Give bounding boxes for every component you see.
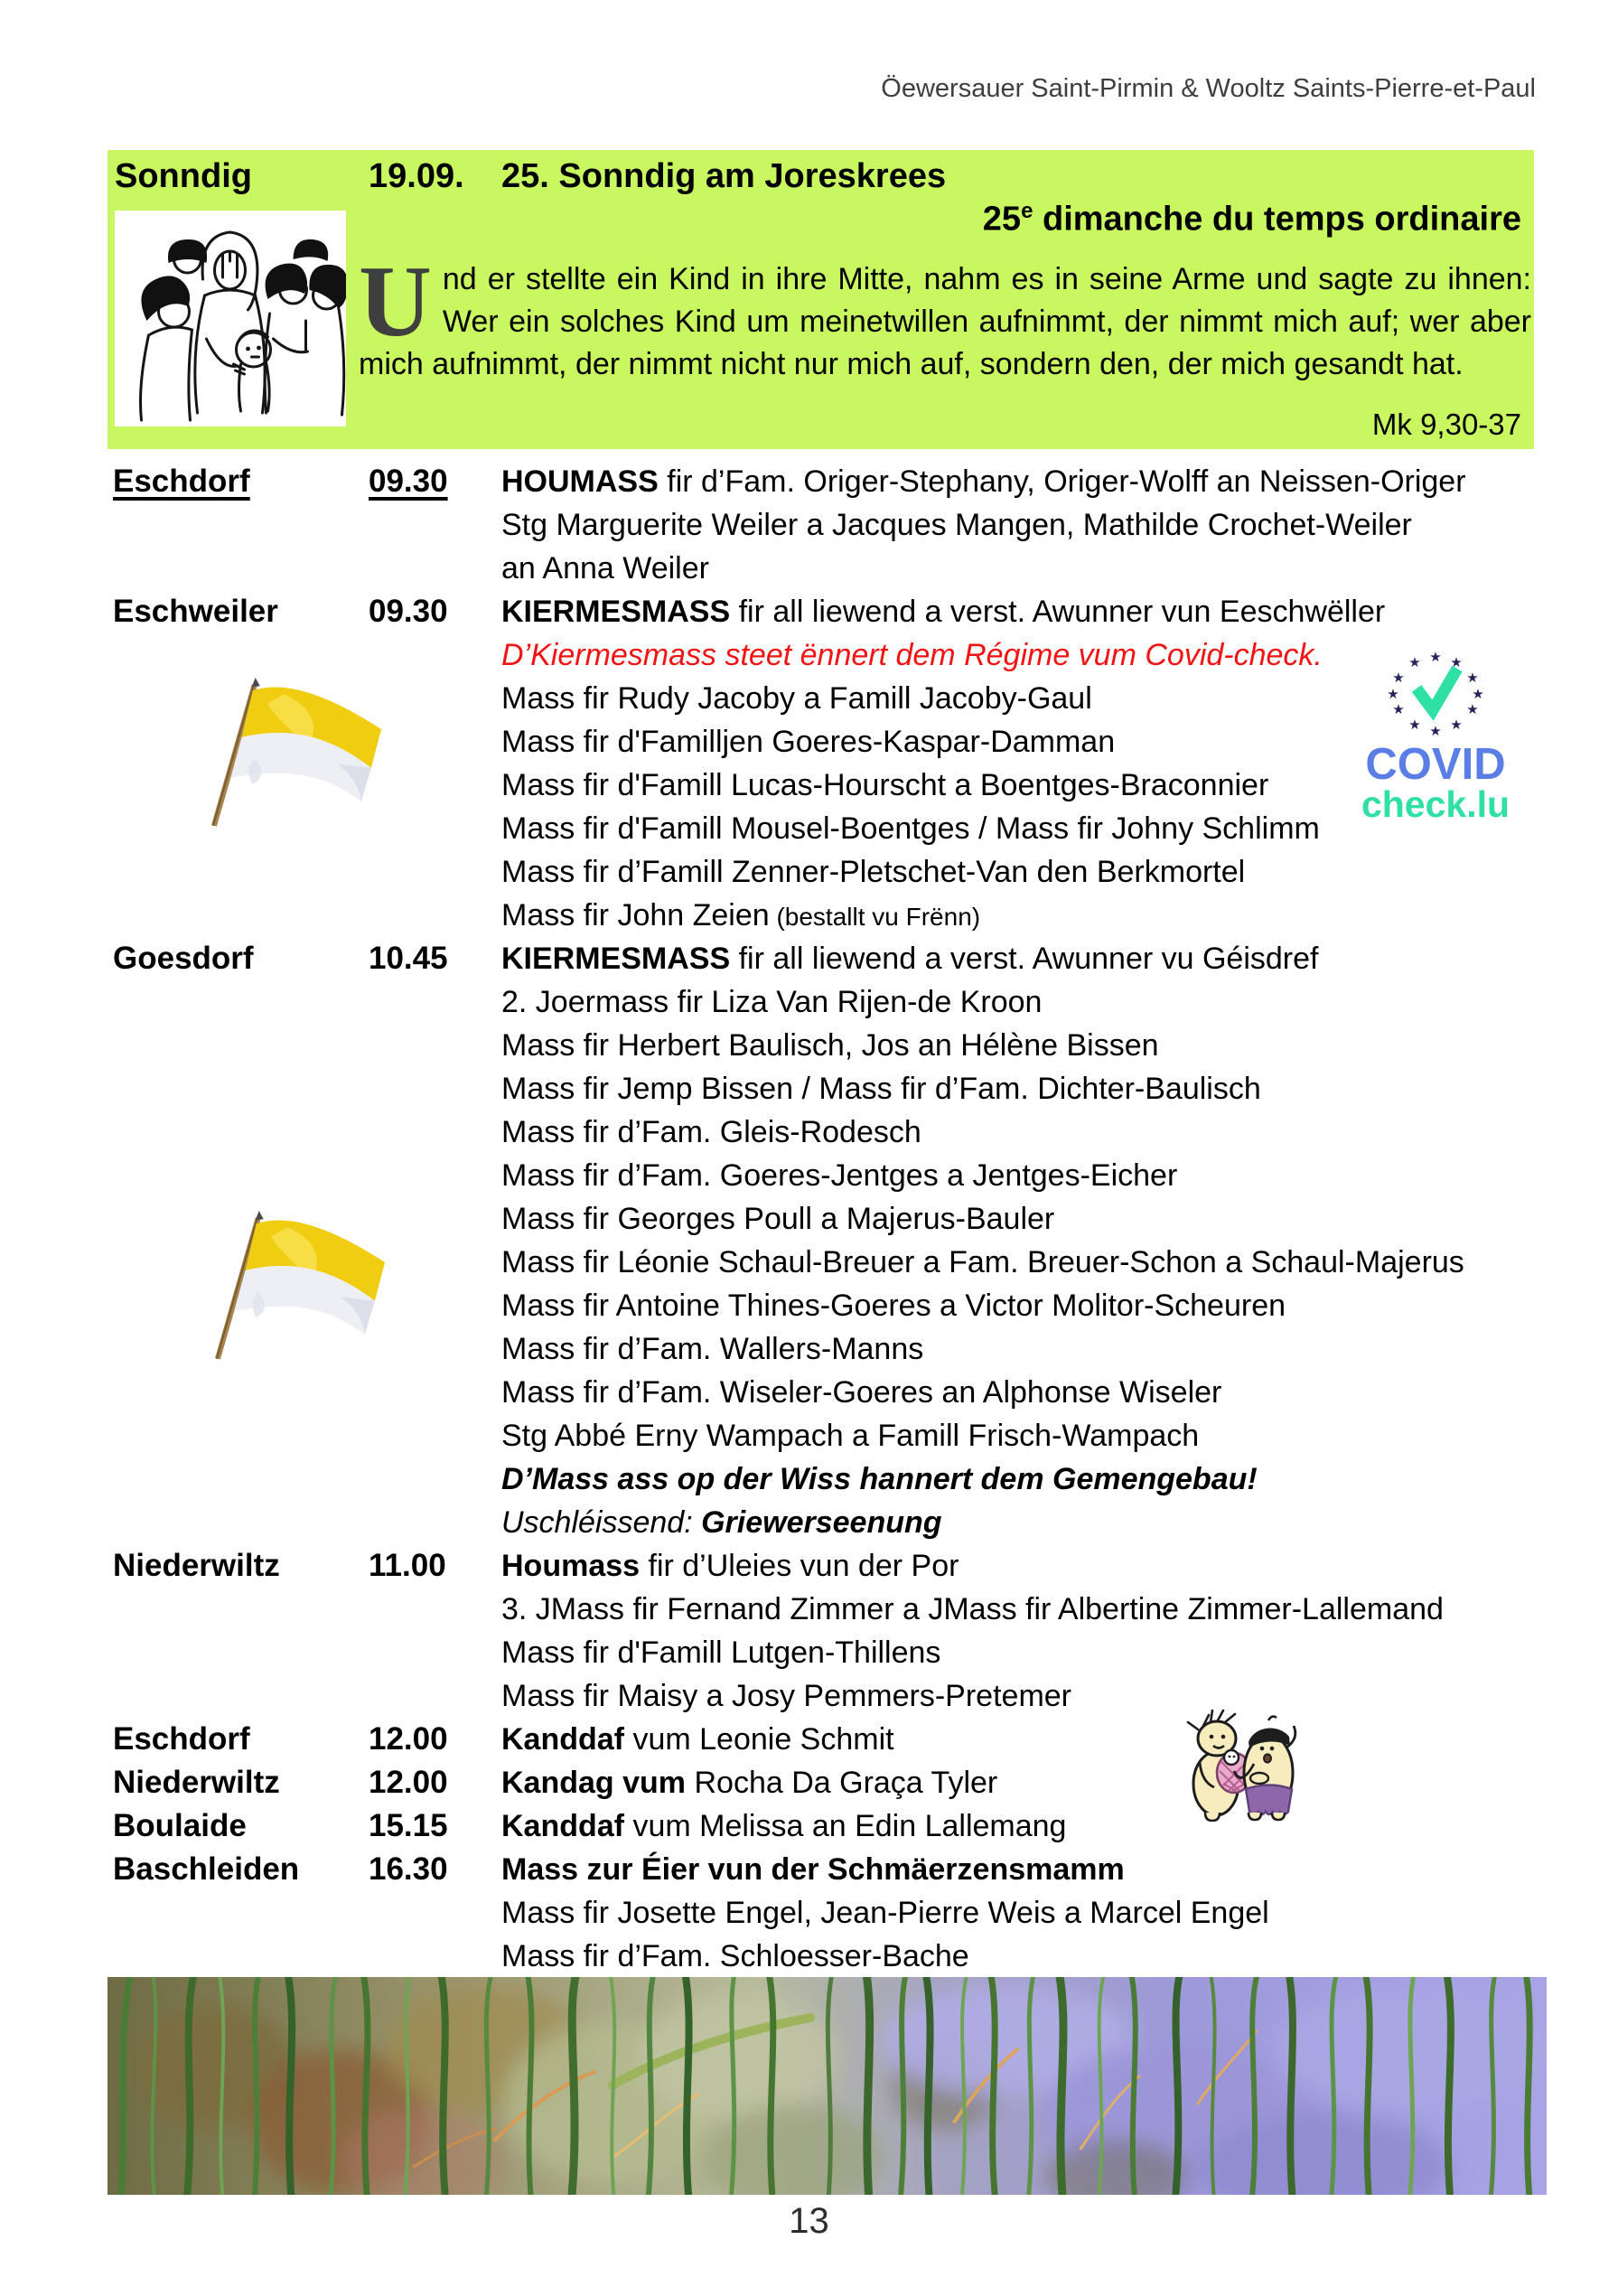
checkmark-icon bbox=[1417, 669, 1457, 710]
church-flag-image bbox=[199, 676, 397, 837]
banner-day-label: Sonndig bbox=[115, 157, 252, 195]
schedule-row: Mass fir Josette Engel, Jean-Pierre Weis a Marcel Engel bbox=[501, 1896, 1269, 1930]
schedule-row: Eschdorf 12.00 Kanddaf vum Leonie Schmit bbox=[113, 1721, 894, 1757]
covid-logo-word: COVID bbox=[1365, 740, 1506, 789]
svg-text:★: ★ bbox=[1392, 670, 1405, 686]
eu-stars-icon bbox=[1387, 649, 1483, 739]
schedule-row: Mass fir d'Famill Lutgen-Thillens bbox=[501, 1635, 941, 1670]
schedule-row: Goesdorf 10.45 KIERMESMASS fir all liewend a verst. Awunner vu Géisdref bbox=[113, 941, 1319, 976]
baptism-clipart-image bbox=[1174, 1706, 1305, 1822]
schedule-row: Mass fir Léonie Schaul-Breuer a Fam. Breuer-Schon a Schaul-Majerus bbox=[501, 1245, 1464, 1279]
schedule-row-location-notice: D’Mass ass op der Wiss hannert dem Gemengebau! bbox=[501, 1462, 1258, 1496]
schedule-row: Mass fir d’Fam. Goeres-Jentges a Jentges-Eicher bbox=[501, 1158, 1178, 1193]
schedule-row: Mass fir d’Famill Zenner-Pletschet-Van den Berkmortel bbox=[501, 855, 1246, 889]
schedule-row: Stg Marguerite Weiler a Jacques Mangen, Mathilde Crochet-Weiler bbox=[501, 508, 1412, 542]
svg-text:★: ★ bbox=[1429, 649, 1442, 665]
schedule-row: Stg Abbé Erny Wampach a Famill Frisch-Wampach bbox=[501, 1419, 1200, 1453]
banner-title-fr: 25e dimanche du temps ordinaire bbox=[982, 199, 1521, 239]
svg-text:★: ★ bbox=[1450, 717, 1463, 733]
svg-text:★: ★ bbox=[1472, 686, 1484, 702]
schedule-row: an Anna Weiler bbox=[501, 551, 709, 586]
parish-header-title: Öewersauer Saint-Pirmin & Wooltz Saints-Pierre-et-Paul bbox=[881, 74, 1536, 103]
schedule-row: Mass fir Rudy Jacoby a Famill Jacoby-Gaul bbox=[501, 681, 1092, 716]
covidcheck-logo bbox=[1341, 642, 1530, 827]
schedule-row: 3. JMass fir Fernand Zimmer a JMass fir Albertine Zimmer-Lallemand bbox=[501, 1592, 1444, 1626]
schedule-row: Mass fir d’Fam. Wiseler-Goeres an Alphonse Wiseler bbox=[501, 1375, 1222, 1410]
gospel-reference: Mk 9,30-37 bbox=[1371, 408, 1521, 441]
schedule-row: 2. Joermass fir Liza Van Rijen-de Kroon bbox=[501, 985, 1043, 1019]
schedule-row-blessing-notice: Uschléissend: Griewerseenung bbox=[501, 1505, 942, 1540]
banner-title-lb: 25. Sonndig am Joreskrees bbox=[501, 157, 947, 195]
schedule-row: Boulaide 15.15 Kanddaf vum Melissa an Edin Lallemang bbox=[113, 1808, 1067, 1843]
schedule-row: Mass fir d'Familljen Goeres-Kaspar-Damman bbox=[501, 725, 1116, 759]
gospel-dropcap: U bbox=[359, 246, 432, 358]
gospel-paragraph bbox=[359, 246, 1531, 386]
svg-text:★: ★ bbox=[1387, 686, 1399, 702]
svg-text:★: ★ bbox=[1450, 654, 1463, 670]
banner-date: 19.09. bbox=[369, 157, 464, 195]
schedule-row: Mass fir John Zeien (bestallt vu Frënn) bbox=[501, 898, 981, 932]
sunday-banner bbox=[108, 150, 1534, 449]
reeds-photo bbox=[108, 1977, 1547, 2195]
schedule-row: Mass fir d’Fam. Wallers-Manns bbox=[501, 1332, 924, 1366]
svg-text:★: ★ bbox=[1408, 654, 1421, 670]
schedule-row: Niederwiltz 12.00 Kandag vum Rocha Da Graça Tyler bbox=[113, 1765, 998, 1800]
svg-text:★: ★ bbox=[1466, 701, 1479, 717]
schedule-row: Niederwiltz 11.00 Houmass fir d’Uleies vun der Por bbox=[113, 1548, 959, 1583]
gospel-text: nd er stellte ein Kind in ihre Mitte, nahm es in seine Arme und sagte zu ihnen: Wer ein solches Kind um meinetwillen aufnimmt, der nimmt mich auf; wer aber mich aufnimmt, der nimmt nicht nur mich auf, sondern den, der mich gesandt hat. bbox=[359, 262, 1531, 381]
schedule-row: Baschleiden 16.30 Mass zur Éier vun der Schmäerzensmamm bbox=[113, 1851, 1125, 1887]
schedule-row: Mass fir Georges Poull a Majerus-Bauler bbox=[501, 1202, 1055, 1236]
schedule-row: Mass fir d'Famill Lucas-Hourscht a Boentges-Braconnier bbox=[501, 768, 1269, 802]
page-number: 13 bbox=[789, 2201, 829, 2241]
gospel-clipart-image bbox=[115, 211, 346, 426]
schedule-row: Mass fir d’Fam. Schloesser-Bache bbox=[501, 1939, 969, 1973]
schedule-row: Mass fir Herbert Baulisch, Jos an Hélène Bissen bbox=[501, 1028, 1159, 1063]
schedule-row-covid-notice: D’Kiermesmass steet ënnert dem Régime vum Covid-check. bbox=[501, 638, 1323, 672]
covid-logo-domain: check.lu bbox=[1361, 783, 1510, 825]
svg-text:★: ★ bbox=[1429, 723, 1442, 739]
schedule-row: Eschweiler 09.30 KIERMESMASS fir all liewend a verst. Awunner vun Eeschwëller bbox=[113, 594, 1386, 629]
schedule-row: Mass fir Maisy a Josy Pemmers-Pretemer bbox=[501, 1679, 1071, 1713]
svg-text:★: ★ bbox=[1408, 717, 1421, 733]
svg-text:★: ★ bbox=[1466, 670, 1479, 686]
schedule-row: Eschdorf 09.30 HOUMASS fir d’Fam. Origer-Stephany, Origer-Wolff an Neissen-Origer bbox=[113, 464, 1466, 499]
schedule-row: Mass fir Antoine Thines-Goeres a Victor Molitor-Scheuren bbox=[501, 1289, 1286, 1323]
church-flag-image bbox=[202, 1209, 401, 1370]
svg-text:★: ★ bbox=[1392, 701, 1405, 717]
schedule-row: Mass fir d'Famill Mousel-Boentges / Mass fir Johny Schlimm bbox=[501, 811, 1320, 846]
schedule-row: Mass fir Jemp Bissen / Mass fir d’Fam. Dichter-Baulisch bbox=[501, 1072, 1261, 1106]
schedule-row: Mass fir d’Fam. Gleis-Rodesch bbox=[501, 1115, 921, 1149]
